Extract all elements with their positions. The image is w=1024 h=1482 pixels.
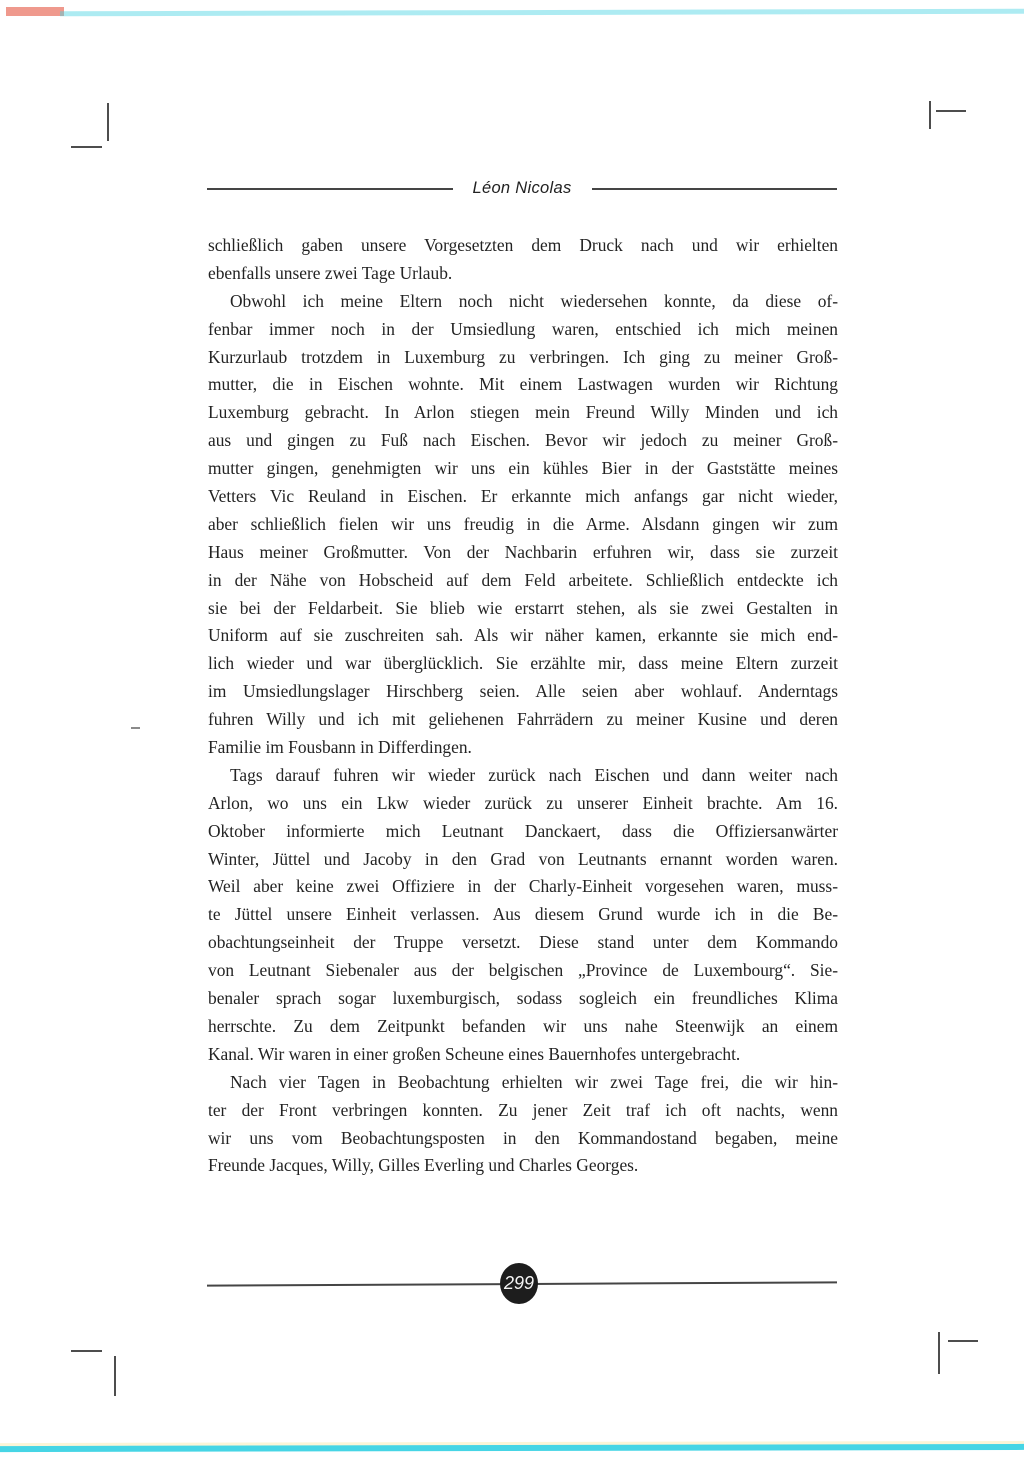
crop-mark-top-right-horizontal <box>936 110 966 112</box>
text-line: Familie im Fousbann in Differdingen. <box>208 737 472 758</box>
running-head-title: Léon Nicolas <box>472 179 572 197</box>
text-line: Obwohl ich meine Eltern noch nicht wiedersehen konnte, da diese of- <box>230 290 838 311</box>
crop-mark-top-left-horizontal <box>71 146 102 148</box>
color-bar-cyan-bottom <box>0 1444 1024 1452</box>
text-line: Oktober informierte mich Leutnant Danckaert, dass die Offiziersanwärter <box>208 820 838 841</box>
text-line: Luxemburg gebracht. In Arlon stiegen mein Freund Willy Minden und ich <box>208 402 838 423</box>
text-line: obachtungseinheit der Truppe versetzt. Diese stand unter dem Kommando <box>208 932 838 953</box>
page-number-badge <box>500 1263 538 1304</box>
text-line: Kanal. Wir waren in einer großen Scheune eines Bauernhofes untergebracht. <box>208 1043 741 1064</box>
text-line: aus und gingen zu Fuß nach Eischen. Bevor wir jedoch zu meiner Groß- <box>208 430 838 451</box>
text-line: Vetters Vic Reuland in Eischen. Er erkannte mich anfangs gar nicht wieder, <box>208 486 838 507</box>
text-line: schließlich gaben unsere Vorgesetzten dem Druck nach und wir erhielten <box>208 235 838 255</box>
body-text <box>208 232 838 1180</box>
text-line: Weil aber keine zwei Offiziere in der Charly-Einheit vorgesehen waren, muss- <box>208 876 838 897</box>
text-line: Uniform auf sie zuschreiten sah. Als wir näher kamen, erkannte sie mich end- <box>208 625 838 646</box>
text-line: wir uns vom Beobachtungsposten in den Kommandostand begaben, meine <box>208 1127 838 1148</box>
running-head <box>207 179 837 207</box>
crop-mark-bottom-right-horizontal <box>948 1340 978 1342</box>
crop-mark-bottom-right-vertical <box>938 1332 940 1374</box>
text-line: Arlon, wo uns ein Lkw wieder zurück zu unserer Einheit brachte. Am 16. <box>208 792 838 813</box>
text-line: von Leutnant Siebenaler aus der belgischen „Province de Luxembourg“. Sie- <box>208 960 838 981</box>
text-line: sie bei der Feldarbeit. Sie blieb wie erstarrt stehen, als sie zwei Gestalten in <box>208 597 838 618</box>
color-bar-red-top <box>6 7 64 16</box>
text-line: ter der Front verbringen konnten. Zu jener Zeit traf ich oft nachts, wenn <box>208 1099 838 1120</box>
text-line: herrschte. Zu dem Zeitpunkt befanden wir uns nahe Steenwijk an einem <box>208 1015 838 1036</box>
page-number: 299 <box>503 1273 535 1293</box>
text-line: fuhren Willy und ich mit geliehenen Fahrrädern zu meiner Kusine und deren <box>208 709 838 730</box>
running-head-rule-right <box>592 188 838 190</box>
text-line: ebenfalls unsere zwei Tage Urlaub. <box>208 262 453 283</box>
running-head-rule-left <box>207 188 453 190</box>
margin-tick <box>131 727 140 729</box>
text-line: Kurzurlaub trotzdem in Luxemburg zu verbringen. Ich ging zu meiner Groß- <box>208 346 838 367</box>
color-bar-cyan-top <box>60 9 1024 17</box>
text-line: mutter gingen, genehmigten wir uns ein kühles Bier in der Gaststätte meines <box>208 458 838 479</box>
text-line: Tags darauf fuhren wir wieder zurück nach Eischen und dann weiter nach <box>230 764 838 785</box>
text-line: lich wieder und war überglücklich. Sie erzählte mir, dass meine Eltern zurzeit <box>208 653 838 674</box>
text-line: im Umsiedlungslager Hirschberg seien. Alle seien aber wohlauf. Anderntags <box>208 681 838 702</box>
text-line: aber schließlich fielen wir uns freudig in die Arme. Alsdann gingen wir zum <box>208 513 838 534</box>
text-line: Freunde Jacques, Willy, Gilles Everling und Charles Georges. <box>208 1155 639 1176</box>
text-line: Winter, Jüttel und Jacoby in den Grad von Leutnants ernannt worden waren. <box>208 848 838 869</box>
crop-mark-bottom-left-vertical <box>114 1356 116 1396</box>
text-line: in der Nähe von Hobscheid auf dem Feld arbeitete. Schließlich entdeckte ich <box>208 569 838 590</box>
crop-mark-top-left-vertical <box>107 103 109 141</box>
text-line: mutter, die in Eischen wohnte. Mit einem Lastwagen wurden wir Richtung <box>208 374 838 395</box>
crop-mark-bottom-left-horizontal <box>71 1350 102 1352</box>
crop-mark-top-right-vertical <box>929 101 931 129</box>
text-line: fenbar immer noch in der Umsiedlung waren, entschied ich mich meinen <box>208 318 838 339</box>
text-line: Nach vier Tagen in Beobachtung erhielten wir zwei Tage frei, die wir hin- <box>230 1071 838 1092</box>
text-line: benaler sprach sogar luxemburgisch, sodass sogleich ein freundliches Klima <box>208 988 838 1009</box>
text-line: Haus meiner Großmutter. Von der Nachbarin erfuhren wir, dass sie zurzeit <box>208 541 838 562</box>
text-line: te Jüttel unsere Einheit verlassen. Aus diesem Grund wurde ich in die Be- <box>208 904 838 925</box>
